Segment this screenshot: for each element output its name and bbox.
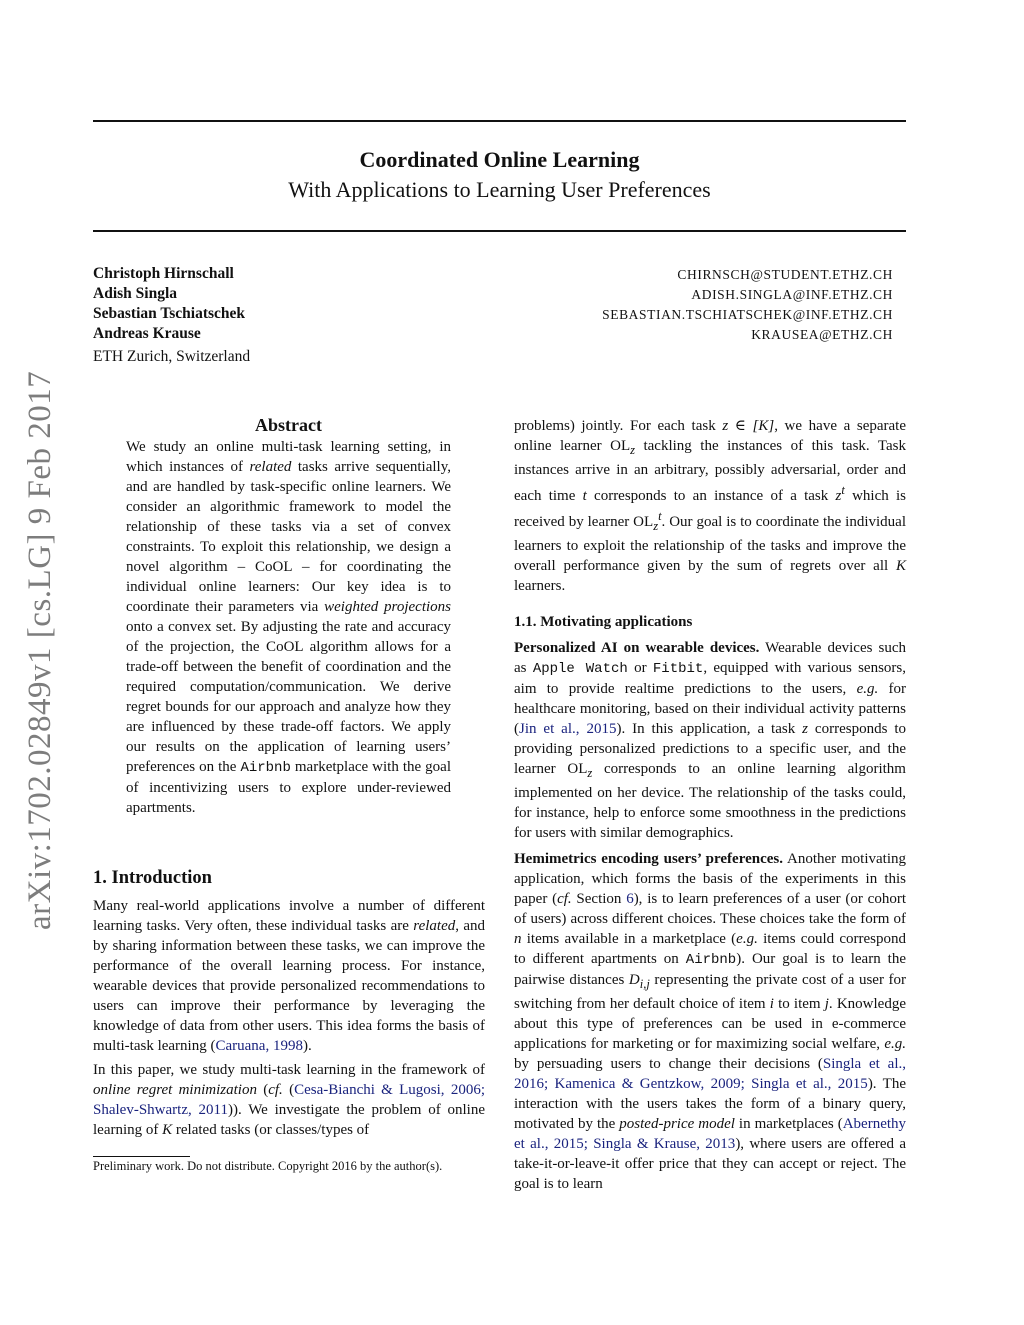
arxiv-stamp: arXiv:1702.02849v1 [cs.LG] 9 Feb 2017 bbox=[22, 370, 58, 930]
author-name: Adish Singla bbox=[93, 285, 178, 302]
body-paragraph: Personalized AI on wearable devices. Wearable devices such as Apple Watch or Fitbit, equipped with various sensors, aim to provide realtime predictions to the users, e.g. for healthcare monitoring, based on their individual activity patterns (Jin et al., 2015). In this application, a task z corresponds to providing personalized predictions to a specific user, and the learner $OL_z$ corresponds to an online learning algorithm implemented on her device. The relationship of the tasks could, for instance, help to enforce some smoothness in the predictions for users with similar demographics. bbox=[514, 640, 907, 841]
affiliation: ETH Zurich, Switzerland bbox=[93, 348, 251, 365]
author-email: ADISH.SINGLA@INF.ETHZ.CH bbox=[691, 287, 893, 302]
introduction-section bbox=[93, 866, 485, 1144]
author-email: CHIRNSCH@STUDENT.ETHZ.CH bbox=[677, 267, 893, 282]
subsection-heading: 1.1. Motivating applications bbox=[514, 614, 693, 630]
citation-link[interactable]: Caruana, 1998 bbox=[215, 1038, 303, 1054]
citation-link[interactable]: Singla et al., 2016; Kamenica & Gentzkow, 2009; Singla et al., 2015 bbox=[514, 1056, 906, 1092]
body-paragraph: problems) jointly. For each task z ∈ [K], we have a separate online learner $OL_z$ tackling the instances of this task. Task instances arrive in an arbitrary, possibly adversarial, order and each time t corresponds to an instance of a task $z^t$ which is received by learner $OL_z^t$. Our goal is to coordinate the individual learners to exploit the relationship of the tasks and improve the overall performance given by the sum of regrets over all K learners. bbox=[514, 418, 907, 594]
author-email: KRAUSEA@ETHZ.CH bbox=[751, 327, 893, 342]
title-rule-bottom bbox=[93, 230, 906, 232]
title-rule-top bbox=[93, 120, 906, 122]
citation-link[interactable]: Abernethy et al., 2015; Singla & Krause, 2013 bbox=[514, 1116, 907, 1152]
footnote-rule bbox=[93, 1156, 190, 1157]
intro-paragraph: In this paper, we study multi-task learning in the framework of online regret minimization (cf. (Cesa-Bianchi & Lugosi, 2006; Shalev-Shwartz, 2011)). We investigate the problem of online learning of K related tasks (or classes/types of bbox=[93, 1062, 485, 1138]
author-name: Christoph Hirnschall bbox=[93, 265, 234, 282]
right-column bbox=[514, 416, 906, 1200]
citation-link[interactable]: Jin et al., 2015 bbox=[519, 721, 617, 737]
intro-heading: 1. Introduction bbox=[93, 868, 212, 888]
abstract-heading: Abstract bbox=[255, 415, 322, 435]
section-link[interactable]: 6 bbox=[626, 891, 634, 907]
author-name: Andreas Krause bbox=[93, 325, 201, 342]
abstract-text: We study an online multi-task learning setting, in which instances of related tasks arrive sequentially, and are handled by task-specific online learners. We consider an algorithmic framework to model the relationship of these tasks via a set of convex constraints. To exploit this relationship, we design a novel algorithm – CoOL – for coordinating the individual online learners: Our key idea is to coordinate their parameters via weighted projections onto a convex set. By adjusting the rate and accuracy of the projection, the CoOL algorithm allows for a trade-off between the benefit of coordination and the required computation/communication. We derive regret bounds for our approach and analyze how they are influenced by these trade-off factors. We apply our results on the application of learning users’ preferences on the Airbnb marketplace with the goal of incentivizing users to explore under-reviewed apartments. bbox=[126, 439, 451, 816]
footnote: Preliminary work. Do not distribute. Copyright 2016 by the author(s). bbox=[93, 1159, 443, 1173]
author-name: Sebastian Tschiatschek bbox=[93, 305, 246, 322]
paper-title: Coordinated Online Learning bbox=[359, 147, 640, 172]
body-paragraph: Hemimetrics encoding users’ preferences. Another motivating application, which forms the basis of the experiments in this paper (cf. Section 6), is to learn preferences of a user (or cohort of users) across different choices. These choices take the form of n items available in a marketplace (e.g. items could correspond to different apartments on Airbnb). Our goal is to learn the pairwise distances $D_{i,j}$ representing the private cost of a user for switching from her default choice of item i to item j. Knowledge about this type of preferences can be used in e-commerce applications for marketing or for maximizing social welfare, e.g. by persuading users to change their decisions (Singla et al., 2016; Kamenica & Gentzkow, 2009; Singla et al., 2015). The interaction with the users takes the form of a binary query, motivated by the posted-price model in marketplaces (Abernethy et al., 2015; Singla & Krause, 2013), where users are offered a take-it-or-leave-it offer price that they can accept or reject. The goal is to learn bbox=[514, 851, 907, 1192]
author-email: SEBASTIAN.TSCHIATSCHEK@INF.ETHZ.CH bbox=[602, 307, 893, 322]
citation-link[interactable]: Cesa-Bianchi & Lugosi, 2006; Shalev-Shwartz, 2011 bbox=[93, 1082, 485, 1118]
paper-subtitle: With Applications to Learning User Preferences bbox=[288, 177, 711, 202]
abstract-section bbox=[126, 413, 451, 818]
intro-paragraph: Many real-world applications involve a number of different learning tasks. Very often, these individual tasks are related, and by sharing information between these tasks, we can improve the performance of the overall learning process. For instance, wearable devices that provide personalized recommendations to users can improve their performance by leveraging the knowledge of data from other users. This idea forms the basis of multi-task learning (Caruana, 1998). bbox=[93, 898, 485, 1054]
